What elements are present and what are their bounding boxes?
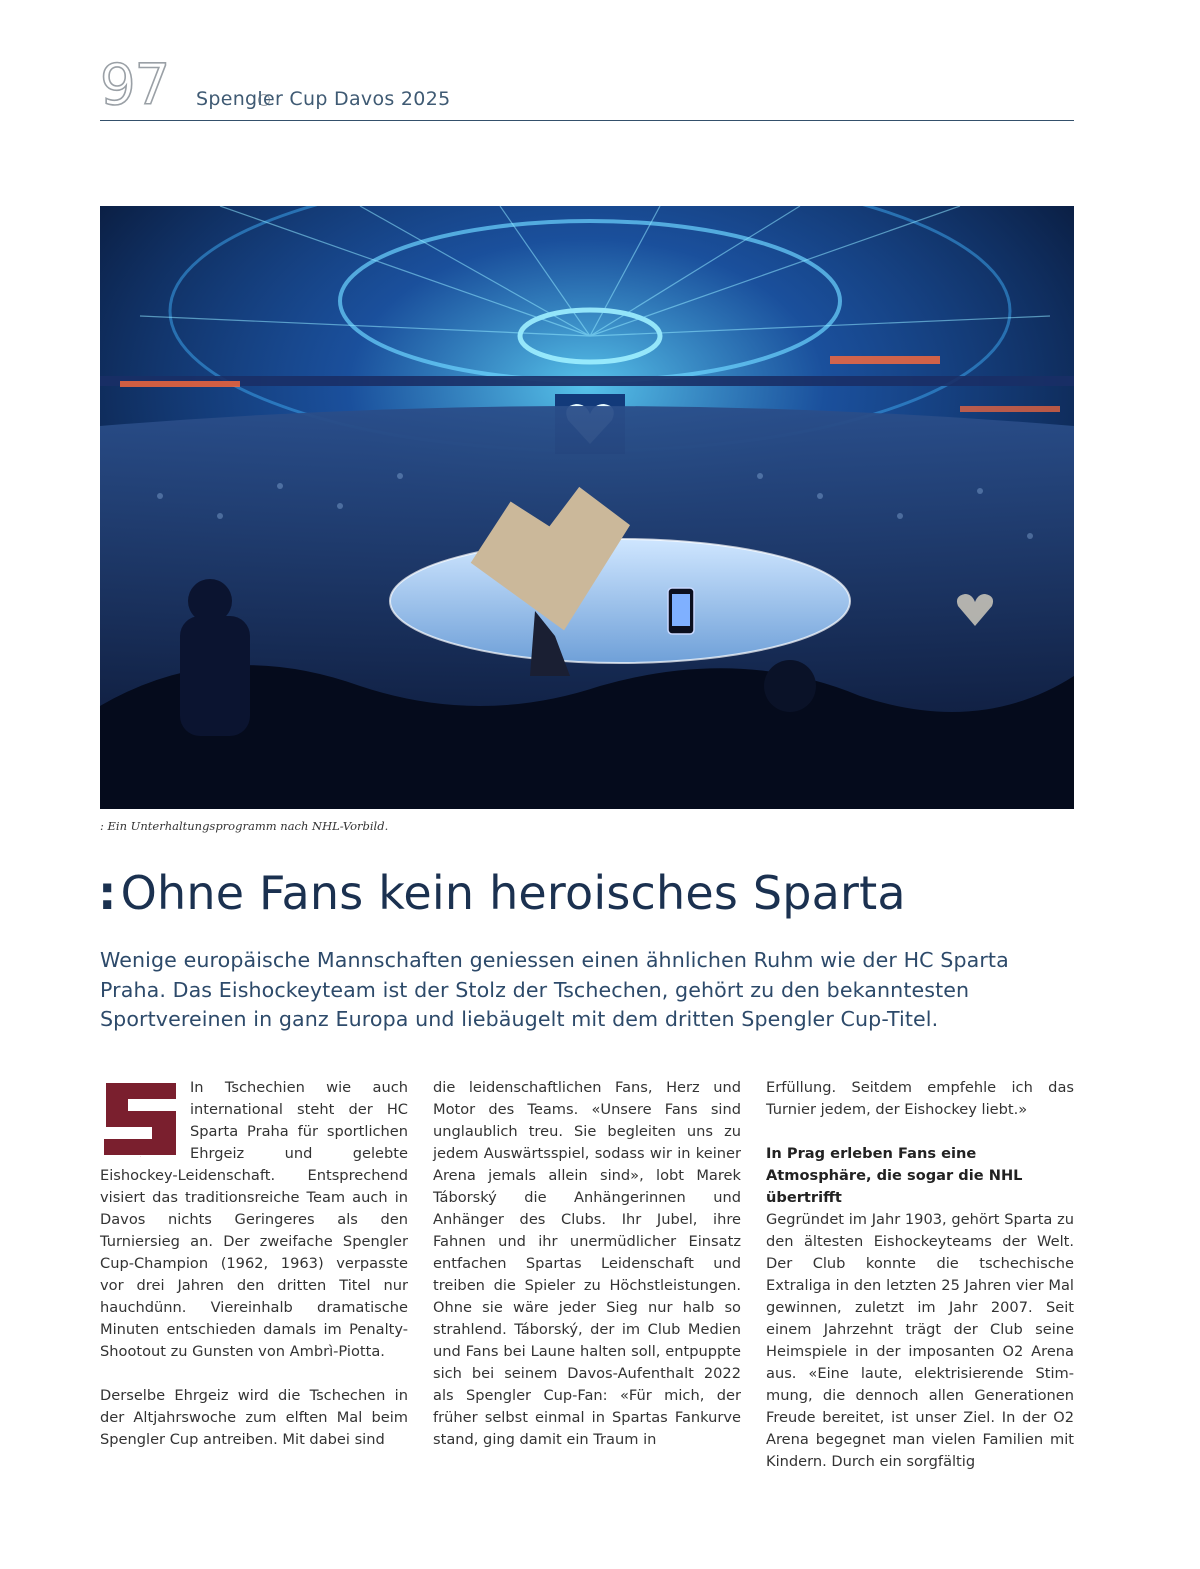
body-column-1 bbox=[100, 1077, 408, 1451]
paragraph: Gegründet im Jahr 1903, gehört Sparta zu den ältesten Eishockeyteams der Welt. Der Club konnte die tschechische Extraliga in den letzten 25 Jahren vier Mal gewinnen, zuletzt im Jahr 2007. Seit einem Jahrzehnt trägt der Club seine Heimspiele in der imposanten O2 Arena aus. «Eine laute, elektrisierende Stimmung, die dennoch allen Generationen Freude bereitet, ist unser Ziel. In der O2 Arena begegnet man vielen Familien mit Kindern. Durch ein sorgfältig bbox=[766, 1211, 1074, 1470]
paragraph: die leidenschaftlichen Fans, Herz und Motor des Teams. «Unsere Fans sind unglaublich treu. Sie begleiten uns zu jedem Auswärtsspiel, sodass wir in keiner Arena jemals allein sind», lobt Marek Táborský die Anhängerinnen und Anhänger des Clubs. Ihr Jubel, ihre Fahnen und ihr unermüdlicher Einsatz entfachen Spartas Leidenschaft und treiben die Spieler zu Höchstleistungen. Ohne sie wäre jeder Sieg nur halb so strahlend. Táborský, der im Club Medien und Fans bei Laune halten soll, entpuppte sich bei seinem Davos-Aufenthalt 2022 als Spengler Cup-Fan: «Für mich, der früher selbst einmal in Spartas Fankurve stand, ging damit ein Traum in bbox=[433, 1079, 741, 1448]
dropcap-sparta-s bbox=[100, 1079, 180, 1159]
headline-text: Ohne Fans kein heroisches Sparta bbox=[120, 866, 906, 920]
dropcap-letter: S bbox=[140, 1157, 141, 1158]
photo-caption: : Ein Unterhaltungsprogramm nach NHL-Vorbild. bbox=[100, 819, 389, 833]
running-title: Spengler Cup Davos 2025 bbox=[196, 88, 451, 110]
body-column-3 bbox=[766, 1077, 1074, 1473]
subheading: In Prag erleben Fans eine Atmosphäre, die sogar die NHL übertrifft bbox=[766, 1145, 1023, 1206]
article-headline bbox=[98, 866, 906, 920]
paragraph: Erfüllung. Seitdem empfehle ich das Turnier jedem, der Eishockey liebt.» bbox=[766, 1079, 1074, 1118]
paragraph: Derselbe Ehrgeiz wird die Tschechen in der Altjahrswoche zum elften Mal beim Spengler Cup antreiben. Mit dabei sind bbox=[100, 1387, 408, 1448]
arena-photo-illustration bbox=[100, 206, 1074, 809]
body-column-2 bbox=[433, 1077, 741, 1451]
article-lead: Wenige europäische Mannschaften geniessen einen ähnlichen Ruhm wie der HC Sparta Praha. Das Eishockeyteam ist der Stolz der Tschechen, gehört zu den bekanntesten Sportvereinen in ganz Europa und liebäugelt mit dem dritten Spengler Cup-Titel. bbox=[100, 948, 1009, 1031]
article-body bbox=[100, 1077, 1074, 1477]
headline-colon: : bbox=[98, 866, 117, 920]
page-number: 97 bbox=[100, 53, 170, 118]
page-header bbox=[100, 53, 1074, 121]
paragraph: In Tschechien wie auch international steht der HC Sparta Praha für sportlichen Ehrgeiz und gelebte Eishockey-Leidenschaft. Entsprechend visiert das traditionsreiche Team auch in Davos nichts Geringeres als den Turniersieg an. Der zweifache Spengler Cup-Champion (1962, 1963) verpasste vor drei Jahren den dritten Titel nur hauchdünn. Viereinhalb dramatische Minuten entschieden damals im Penalty-Shootout zu Gunsten von Ambrì-Piotta. bbox=[100, 1079, 408, 1360]
arena-photo bbox=[100, 206, 1074, 809]
